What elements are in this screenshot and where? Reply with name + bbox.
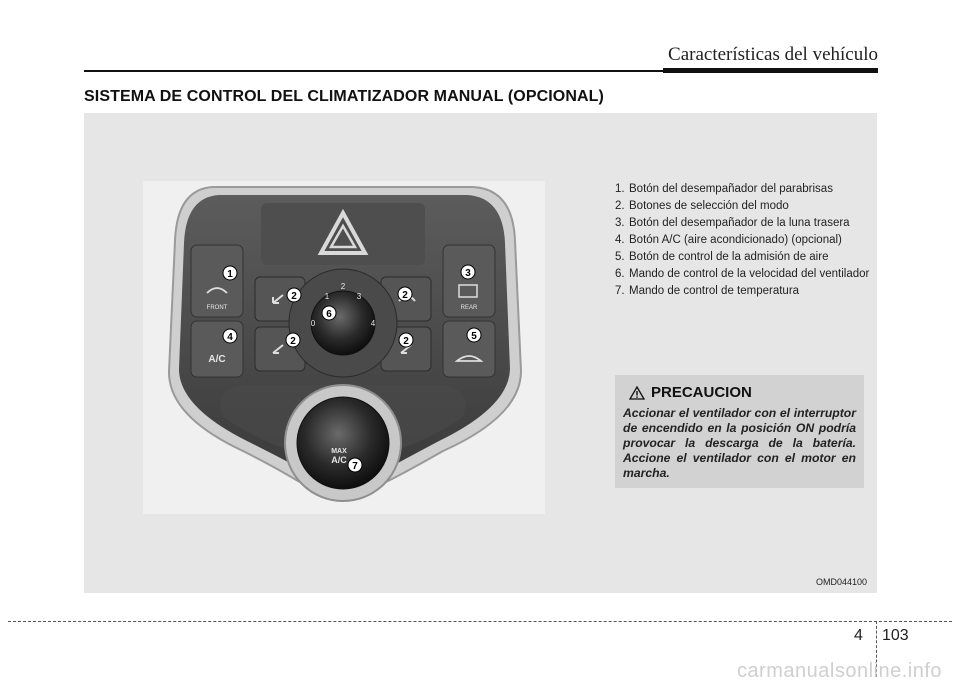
rear-label: REAR — [460, 305, 478, 311]
watermark: carmanualsonline.info — [736, 660, 942, 682]
svg-text:1: 1 — [227, 269, 233, 280]
callout-1 — [223, 266, 237, 280]
legend-item: 1. Botón del desempañador del parabrisas — [615, 183, 833, 195]
climate-control-photo — [143, 181, 545, 514]
legend-item: 4. Botón A/C (aire acondicionado) (opcional) — [615, 234, 842, 246]
svg-text:3: 3 — [465, 268, 471, 279]
svg-text:6: 6 — [326, 309, 332, 320]
ac-button[interactable] — [191, 321, 243, 377]
legend-item: 3. Botón del desempañador de la luna trasera — [615, 217, 850, 229]
fan-tick-1: 1 — [324, 292, 330, 301]
svg-text:2: 2 — [402, 290, 408, 301]
climate-panel-illustration — [143, 181, 545, 514]
callout-2d — [399, 333, 413, 347]
svg-text:2: 2 — [403, 336, 409, 347]
callout-5 — [467, 328, 481, 342]
svg-text:2: 2 — [291, 291, 297, 302]
callout-6 — [322, 306, 336, 320]
temperature-knob[interactable] — [297, 397, 389, 489]
svg-text:7: 7 — [352, 461, 358, 472]
footer-rule — [8, 621, 952, 622]
callout-4 — [223, 329, 237, 343]
caution-title: PRECAUCION — [651, 384, 752, 401]
ac-knob-label: A/C — [331, 455, 347, 465]
svg-text:2: 2 — [290, 336, 296, 347]
legend-item: 2. Botones de selección del modo — [615, 200, 789, 212]
fan-tick-0: 0 — [310, 319, 316, 328]
fan-tick-3: 3 — [356, 292, 362, 301]
svg-text:5: 5 — [471, 331, 477, 342]
svg-text:4: 4 — [227, 332, 233, 343]
figure-code: OMD044100 — [815, 577, 867, 587]
front-label: FRONT — [206, 305, 228, 311]
caution-header — [629, 384, 752, 401]
fan-tick-4: 4 — [370, 319, 376, 328]
figure-legend — [615, 181, 875, 300]
caution-box — [615, 375, 864, 488]
callout-2c — [286, 333, 300, 347]
page-number: 103 — [882, 627, 909, 644]
max-label: MAX — [331, 448, 347, 455]
figure-panel — [84, 113, 877, 593]
fan-speed-knob[interactable] — [311, 291, 375, 355]
section-title: SISTEMA DE CONTROL DEL CLIMATIZADOR MANUAL (OPCIONAL) — [84, 88, 604, 105]
caution-body: Accionar el ventilador con el interruptor de encendido en la posición ON podría provocar la descarga de la batería. Accione el ventilador con el motor en marcha. — [623, 406, 856, 480]
ac-label: A/C — [208, 354, 226, 365]
callout-2b — [398, 287, 412, 301]
warning-triangle-icon — [629, 386, 645, 400]
legend-item: 5. Botón de control de la admisión de aire — [615, 251, 829, 263]
header-rule-accent — [663, 68, 878, 73]
air-intake-button[interactable] — [443, 321, 495, 377]
callout-3 — [461, 265, 475, 279]
callout-7 — [348, 458, 362, 472]
chapter-number: 4 — [854, 627, 863, 644]
fan-tick-2: 2 — [340, 282, 346, 291]
legend-item: 7. Mando de control de temperatura — [615, 285, 800, 297]
chapter-title: Características del vehículo — [668, 44, 878, 65]
legend-item: 6. Mando de control de la velocidad del ventilador — [615, 268, 870, 280]
callout-2a — [287, 288, 301, 302]
